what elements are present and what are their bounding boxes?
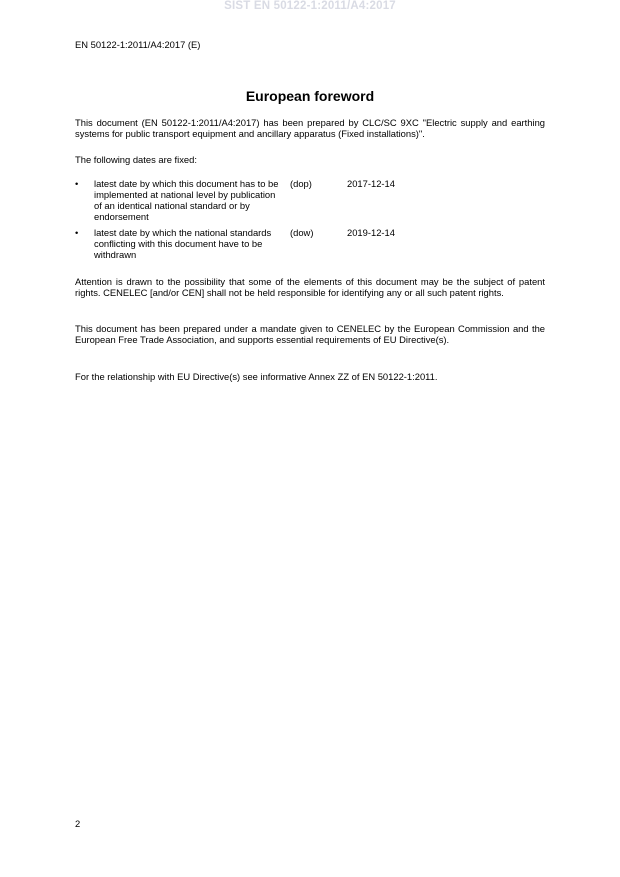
bullet-icon: • bbox=[75, 227, 79, 238]
page-title: European foreword bbox=[245, 88, 375, 104]
bullet-icon: • bbox=[75, 178, 79, 189]
document-id-header: EN 50122-1:2011/A4:2017 (E) bbox=[75, 39, 201, 50]
relationship-paragraph: For the relationship with EU Directive(s) see informative Annex ZZ of EN 50122-1:2011. bbox=[75, 371, 438, 382]
mandate-paragraph: This document has been prepared under a mandate given to CENELEC by the European Commission and the European Free Trade Association, and supports essential requirements of EU Directive(s). bbox=[75, 323, 545, 345]
dates-intro-paragraph: The following dates are fixed: bbox=[75, 154, 197, 165]
intro-paragraph: This document (EN 50122-1:2011/A4:2017) has been prepared by CLC/SC 9XC "Electric supply and earthing systems for public transport equipment and ancillary apparatus (Fixed installations)". bbox=[75, 117, 545, 139]
date-abbreviation: (dow) bbox=[290, 227, 314, 238]
date-description: latest date by which this document has to be implemented at national level by publication of an identical national standard or by endorsement bbox=[94, 178, 279, 222]
date-abbreviation: (dop) bbox=[290, 178, 312, 189]
patent-paragraph: Attention is drawn to the possibility that some of the elements of this document may be the subject of patent rights. CENELEC [and/or CEN] shall not be held responsible for identifying any or all such patent rights. bbox=[75, 276, 545, 298]
date-value: 2019-12-14 bbox=[347, 227, 395, 238]
date-description: latest date by which the national standards conflicting with this document have to be withdrawn bbox=[94, 227, 272, 260]
watermark: SIST EN 50122-1:2011/A4:2017 bbox=[224, 0, 396, 12]
page-number: 2 bbox=[75, 818, 81, 829]
date-value: 2017-12-14 bbox=[347, 178, 395, 189]
